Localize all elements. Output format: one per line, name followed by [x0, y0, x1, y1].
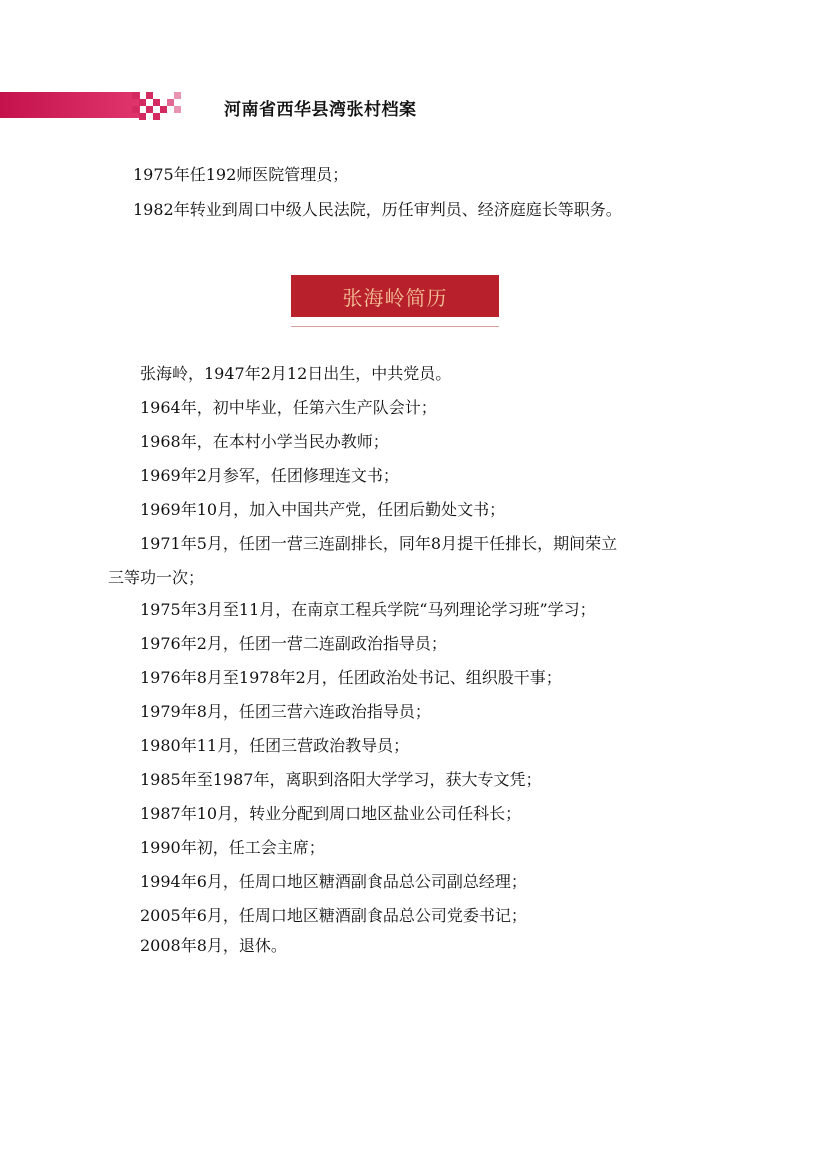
bio-line: 2008年8月，退休。	[140, 936, 287, 955]
bio-line: 1969年10月，加入中国共产党，任团后勤处文书；	[140, 500, 506, 519]
bio-line: 1971年5月，任团一营三连副排长，同年8月提干任排长，期间荣立	[140, 534, 618, 553]
bio-line: 三等功一次；	[108, 568, 205, 587]
bio-line: 1968年，在本村小学当民办教师；	[140, 432, 389, 451]
bio-line: 1976年2月，任团一营二连副政治指导员；	[140, 634, 447, 653]
header-pixel-decoration	[132, 92, 188, 120]
header-accent-bar	[0, 92, 140, 118]
bio-line: 1976年8月至1978年2月，任团政治处书记、组织股干事；	[140, 668, 562, 687]
bio-line: 1975年3月至11月，在南京工程兵学院“马列理论学习班”学习；	[140, 600, 596, 619]
document-header-title: 河南省西华县湾张村档案	[224, 100, 417, 120]
bio-line: 张海岭，1947年2月12日出生，中共党员。	[140, 364, 452, 383]
bio-line: 1979年8月，任团三营六连政治指导员；	[140, 702, 431, 721]
bio-line: 1987年10月，转业分配到周口地区盐业公司任科长；	[140, 804, 522, 823]
bio-line: 1980年11月，任团三营政治教导员；	[140, 736, 410, 755]
section-title: 张海岭简历	[342, 286, 448, 310]
bio-line: 1969年2月参军，任团修理连文书；	[140, 466, 399, 485]
bio-line: 1964年，初中毕业，任第六生产队会计；	[140, 398, 437, 417]
section-title-banner	[291, 275, 499, 317]
bio-line: 1994年6月，任周口地区糖酒副食品总公司副总经理；	[140, 872, 527, 891]
bio-line: 1990年初，任工会主席；	[140, 838, 325, 857]
banner-underline	[291, 326, 499, 327]
intro-line: 1975年任192师医院管理员；	[133, 165, 349, 184]
intro-line: 1982年转业到周口中级人民法院，历任审判员、经济庭庭长等职务。	[133, 200, 622, 219]
bio-line: 2005年6月，任周口地区糖酒副食品总公司党委书记；	[140, 906, 527, 925]
bio-line: 1985年至1987年，离职到洛阳大学学习，获大专文凭；	[140, 770, 542, 789]
